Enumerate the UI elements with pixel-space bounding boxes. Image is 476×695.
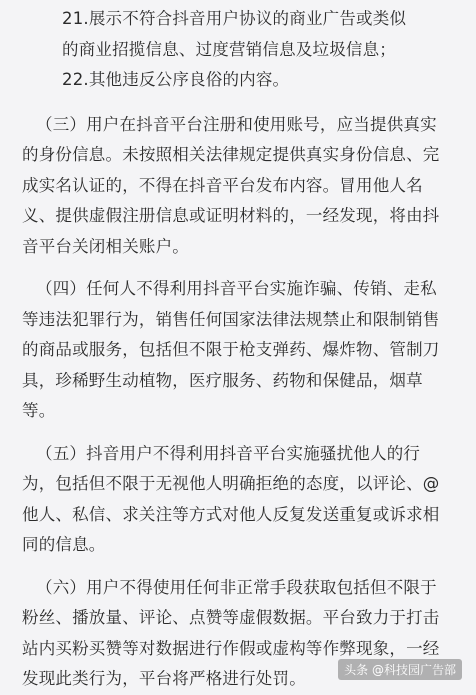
paragraph-line: （三）用户在抖音平台注册和使用账号，应当提供真实 [36,114,437,134]
paragraph-line: 他人、私信、求关注等方式对他人反复发送重复或诉求相 [22,504,440,524]
paragraph-line: 义、提供虚假注册信息或证明材料的，一经发现，将由抖 [22,206,440,225]
paragraph-line: 具，珍稀野生动植物，医疗服务、药物和保健品，烟草 [22,370,423,390]
paragraph-line: （四）任何人不得利用抖音平台实施诈骗、传销、走私 [36,279,437,298]
paragraph-line: 发现此类行为，平台将严格进行处罚。 [22,669,306,688]
paragraph-line: 等违法犯罪行为，销售任何国家法律法规禁止和限制销售 [22,309,440,329]
paragraph-line: 等。 [22,401,56,420]
paragraph-line: 粉丝、播放量、评论、点赞等虚假数据。平台致力于打击 [22,608,440,627]
list-line: 21.展示不符合抖音用户协议的商业广告或类似 [62,9,407,28]
paragraph-section-3 [22,110,458,263]
paragraph-line: （五）抖音用户不得利用抖音平台实施骚扰他人的行 [36,443,421,463]
paragraph-line: 音平台关闭相关账户。 [22,236,189,256]
paragraph-line: 成实名认证的，不得在抖音平台发布内容。冒用他人名 [22,175,423,195]
paragraph-line: 同的信息。 [22,535,106,554]
paragraph-section-4 [22,274,458,427]
list-line: 的商业招揽信息、过度营销信息及垃圾信息； [62,39,396,59]
paragraph-line: （六）用户不得使用任何非正常手段获取包括但不限于 [36,577,437,597]
paragraph-line: 的商品或服务，包括但不限于枪支弹药、爆炸物、管制刀 [22,340,440,359]
paragraph-section-5 [22,439,458,561]
numbered-list-tail [22,0,458,96]
paragraph-line: 站内买粉买赞等对数据进行作假或虚构等作弊现象，一经 [22,638,440,658]
paragraph-line: 的身份信息。未按照相关法律规定提供真实身份信息、完 [22,145,440,164]
list-line: 22.其他违反公序良俗的内容。 [62,70,290,89]
paragraph-line: 为，包括但不限于无视他人明确拒绝的态度，以评论、@ [22,474,440,493]
source-watermark: 头条 @科技园广告部 [338,659,462,680]
